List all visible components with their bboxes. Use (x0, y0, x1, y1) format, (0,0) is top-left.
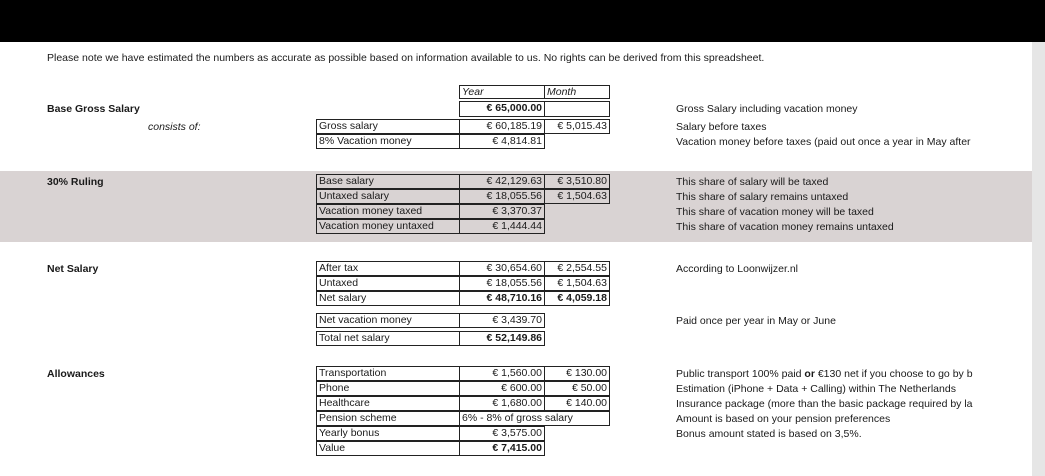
row-bonus-desc: Bonus amount stated is based on 3,5%. (676, 428, 862, 440)
row-total-net-year: € 52,149.86 (459, 331, 545, 346)
row-untaxed-month: € 1,504.63 (544, 276, 610, 291)
base-total-year: € 65,000.00 (459, 101, 545, 117)
allowances-title: Allowances (47, 368, 105, 380)
row-base-salary-year: € 42,129.63 (459, 174, 545, 189)
consists-of-label: consists of: (148, 121, 201, 133)
scrollbar-strip[interactable] (1032, 42, 1045, 476)
row-vacation-money-year: € 4,814.81 (459, 134, 545, 149)
row-transportation-desc: Public transport 100% paid or €130 net if you choose to go by b (676, 368, 973, 380)
row-after-tax-year: € 30,654.60 (459, 261, 545, 276)
row-vacation-taxed-year: € 3,370.37 (459, 204, 545, 219)
row-after-tax-label: After tax (316, 261, 460, 276)
row-total-net-label: Total net salary (316, 331, 460, 346)
top-bar (0, 0, 1045, 42)
row-transportation-year: € 1,560.00 (459, 366, 545, 381)
row-healthcare-desc: Insurance package (more than the basic package required by la (676, 398, 973, 410)
row-untaxed-salary-month: € 1,504.63 (544, 189, 610, 204)
row-base-salary-label: Base salary (316, 174, 460, 189)
row-value-year: € 7,415.00 (459, 441, 545, 456)
row-base-salary-desc: This share of salary will be taxed (676, 176, 829, 188)
base-total-desc: Gross Salary including vacation money (676, 103, 858, 115)
row-phone-month: € 50.00 (544, 381, 610, 396)
row-net-vacation-label: Net vacation money (316, 313, 460, 328)
base-total-month (544, 101, 610, 117)
row-vacation-untaxed-year: € 1,444.44 (459, 219, 545, 234)
base-gross-salary-title: Base Gross Salary (47, 103, 140, 115)
disclaimer-note: Please note we have estimated the numbers as accurate as possible based on information available to us. No rights can be derived from this spreadsheet. (47, 52, 765, 64)
row-pension-label: Pension scheme (316, 411, 460, 426)
row-net-vacation-desc: Paid once per year in May or June (676, 315, 836, 327)
row-pension-desc: Amount is based on your pension preferences (676, 413, 891, 425)
row-gross-salary-year: € 60,185.19 (459, 119, 545, 134)
ruling-title: 30% Ruling (47, 176, 104, 188)
net-salary-title: Net Salary (47, 263, 99, 275)
row-net-salary-label: Net salary (316, 291, 460, 306)
row-untaxed-label: Untaxed (316, 276, 460, 291)
row-vacation-money-desc: Vacation money before taxes (paid out once a year in May after (676, 136, 971, 148)
row-value-label: Value (316, 441, 460, 456)
row-gross-salary-month: € 5,015.43 (544, 119, 610, 134)
row-net-salary-year: € 48,710.16 (459, 291, 545, 306)
row-vacation-taxed-desc: This share of vacation money will be taxed (676, 206, 874, 218)
row-net-vacation-year: € 3,439.70 (459, 313, 545, 328)
row-after-tax-desc: According to Loonwijzer.nl (676, 263, 798, 275)
row-vacation-untaxed-desc: This share of vacation money remains untaxed (676, 221, 894, 233)
row-untaxed-salary-desc: This share of salary remains untaxed (676, 191, 849, 203)
row-bonus-year: € 3,575.00 (459, 426, 545, 441)
row-gross-salary-label: Gross salary (316, 119, 460, 134)
row-vacation-taxed-label: Vacation money taxed (316, 204, 460, 219)
row-after-tax-month: € 2,554.55 (544, 261, 610, 276)
row-phone-desc: Estimation (iPhone + Data + Calling) within The Netherlands (676, 383, 956, 395)
row-phone-label: Phone (316, 381, 460, 396)
month-header: Month (544, 85, 610, 99)
year-header: Year (459, 85, 545, 99)
row-untaxed-salary-year: € 18,055.56 (459, 189, 545, 204)
row-base-salary-month: € 3,510.80 (544, 174, 610, 189)
row-healthcare-month: € 140.00 (544, 396, 610, 411)
row-healthcare-year: € 1,680.00 (459, 396, 545, 411)
row-transportation-month: € 130.00 (544, 366, 610, 381)
row-untaxed-salary-label: Untaxed salary (316, 189, 460, 204)
row-pension-value: 6% - 8% of gross salary (459, 411, 610, 426)
row-healthcare-label: Healthcare (316, 396, 460, 411)
row-vacation-untaxed-label: Vacation money untaxed (316, 219, 460, 234)
row-gross-salary-desc: Salary before taxes (676, 121, 767, 133)
row-phone-year: € 600.00 (459, 381, 545, 396)
row-untaxed-year: € 18,055.56 (459, 276, 545, 291)
row-net-salary-month: € 4,059.18 (544, 291, 610, 306)
row-bonus-label: Yearly bonus (316, 426, 460, 441)
row-transportation-label: Transportation (316, 366, 460, 381)
row-vacation-money-label: 8% Vacation money (316, 134, 460, 149)
